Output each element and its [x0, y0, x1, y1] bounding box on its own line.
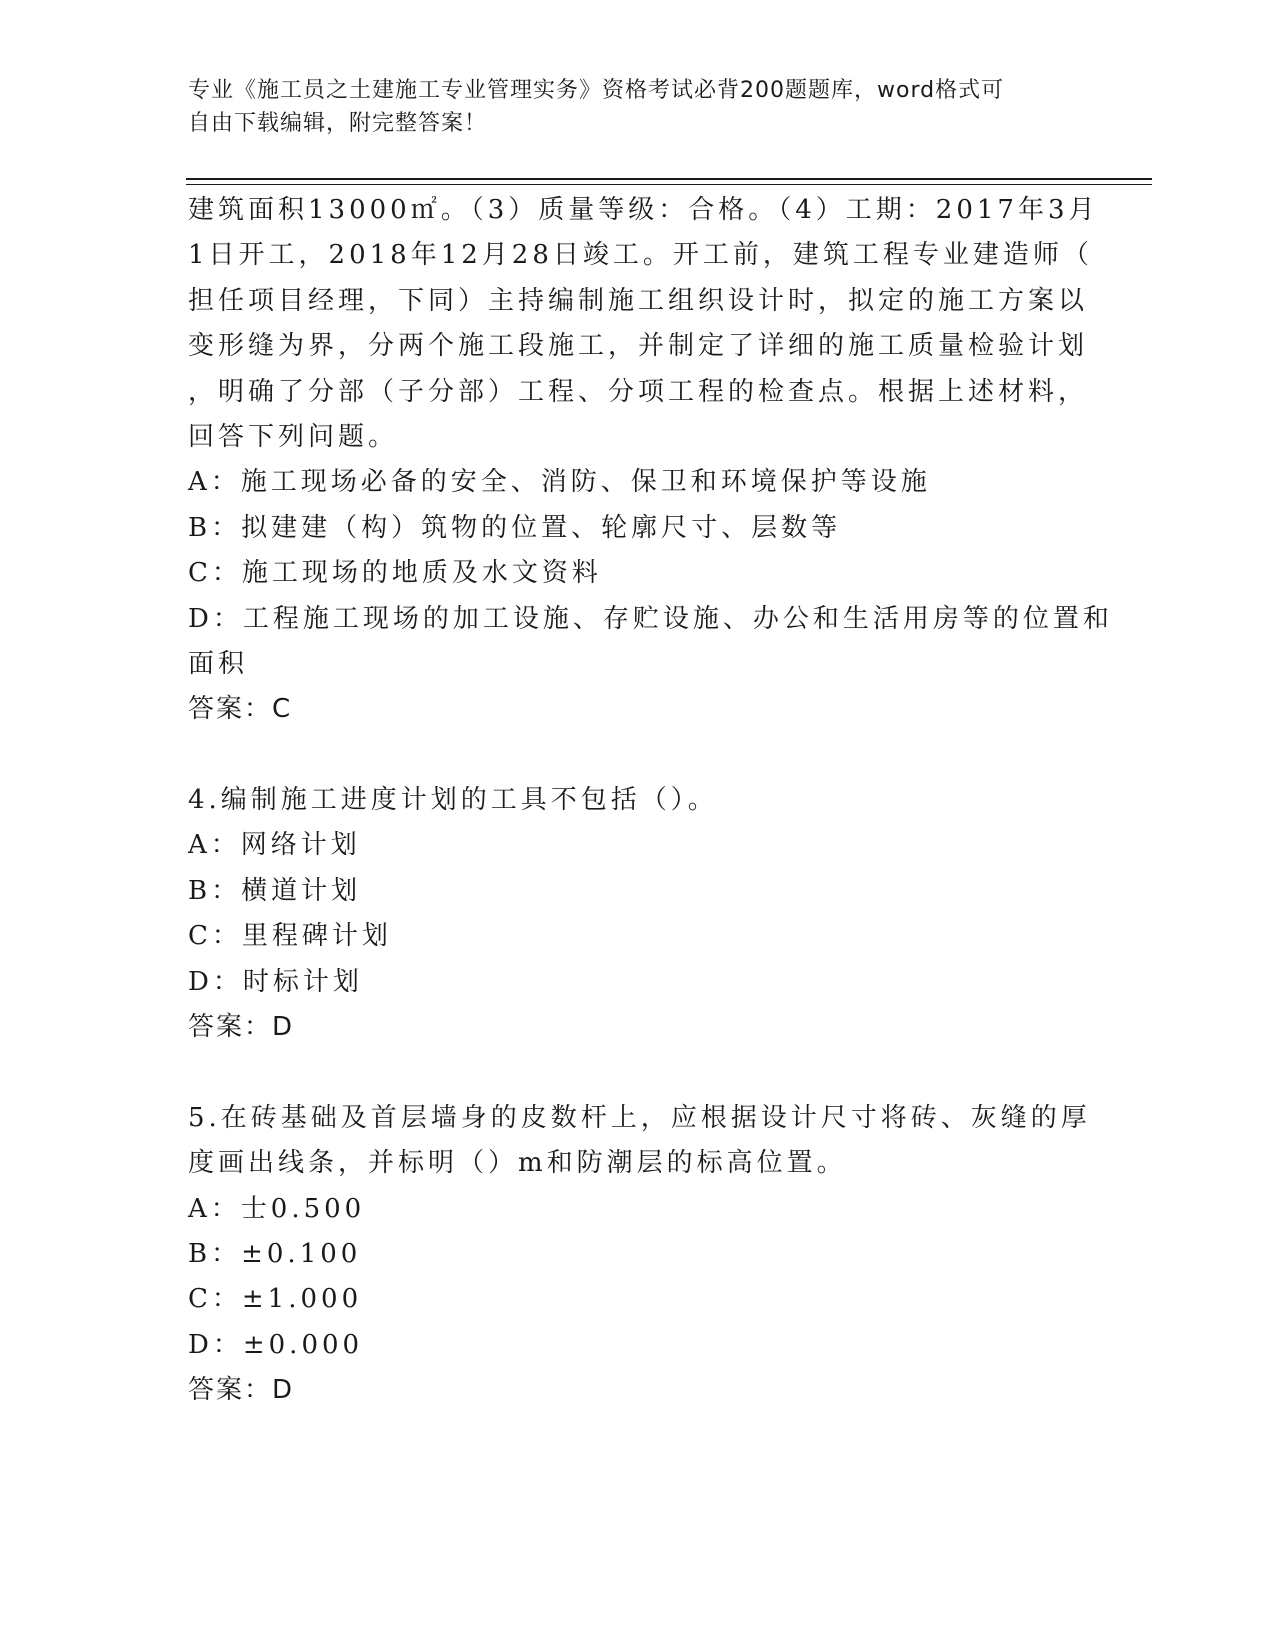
option-c: C：±1.000: [188, 1284, 363, 1315]
answer-line: 答案：D: [188, 1375, 295, 1406]
option-b: B：横道计划: [188, 875, 362, 906]
question-stem-line: 度画出线条，并标明（）m和防潮层的标高位置。: [188, 1148, 847, 1179]
option-b: B：拟建建（构）筑物的位置、轮廓尺寸、层数等: [188, 512, 842, 543]
question-spacer: [188, 733, 1068, 778]
question-stem-line: 4.编制施工进度计划的工具不包括（）。: [188, 785, 718, 816]
question-stem-line: 变形缝为界，分两个施工段施工，并制定了详细的施工质量检验计划: [188, 331, 1089, 362]
question-stem-line: 1日开工，2018年12月28日竣工。开工前，建筑工程专业建造师（: [188, 240, 1093, 271]
answer-line: 答案：D: [188, 1012, 295, 1043]
question-stem-line: 5.在砖基础及首层墙身的皮数杆上，应根据设计尺寸将砖、灰缝的厚: [188, 1102, 1091, 1133]
question-stem-line: 担任项目经理，下同）主持编制施工组织设计时，拟定的施工方案以: [188, 285, 1089, 316]
question-3: [188, 188, 1113, 733]
page-header: [188, 74, 1068, 140]
option-a: A：士0.500: [188, 1193, 366, 1224]
question-stem-line: ，明确了分部（子分部）工程、分项工程的检查点。根据上述材料，: [188, 376, 1089, 407]
question-stem-line: 回答下列问题。: [188, 421, 399, 452]
option-c: C：里程碑计划: [188, 921, 392, 952]
answer-line: 答案：C: [188, 694, 293, 725]
question-spacer: [188, 1050, 1068, 1095]
question-4: [188, 778, 1068, 1050]
option-d: D：±0.000: [188, 1329, 364, 1360]
header-rule-thick: [186, 178, 1152, 180]
option-c: C：施工现场的地质及水文资料: [188, 558, 602, 589]
question-stem-line: 建筑面积13000㎡。（3）质量等级：合格。（4）工期：2017年3月: [188, 195, 1099, 225]
option-d: D：工程施工现场的加工设施、存贮设施、办公和生活用房等的位置和: [188, 603, 1113, 634]
document-body: [188, 188, 1113, 1414]
header-rule-thin: [186, 184, 1152, 185]
header-title-line-2: 自由下载编辑，附完整答案！: [188, 111, 488, 136]
option-a: A：网络计划: [188, 830, 361, 861]
question-5: [188, 1096, 1091, 1414]
option-b: B：±0.100: [188, 1238, 362, 1269]
option-a: A：施工现场必备的安全、消防、保卫和环境保护等设施: [188, 467, 931, 498]
option-d-continued: 面积: [188, 648, 249, 679]
option-d: D：时标计划: [188, 966, 363, 997]
header-title-line-1: 专业《施工员之土建施工专业管理实务》资格考试必背200题题库，word格式可: [188, 78, 1005, 103]
